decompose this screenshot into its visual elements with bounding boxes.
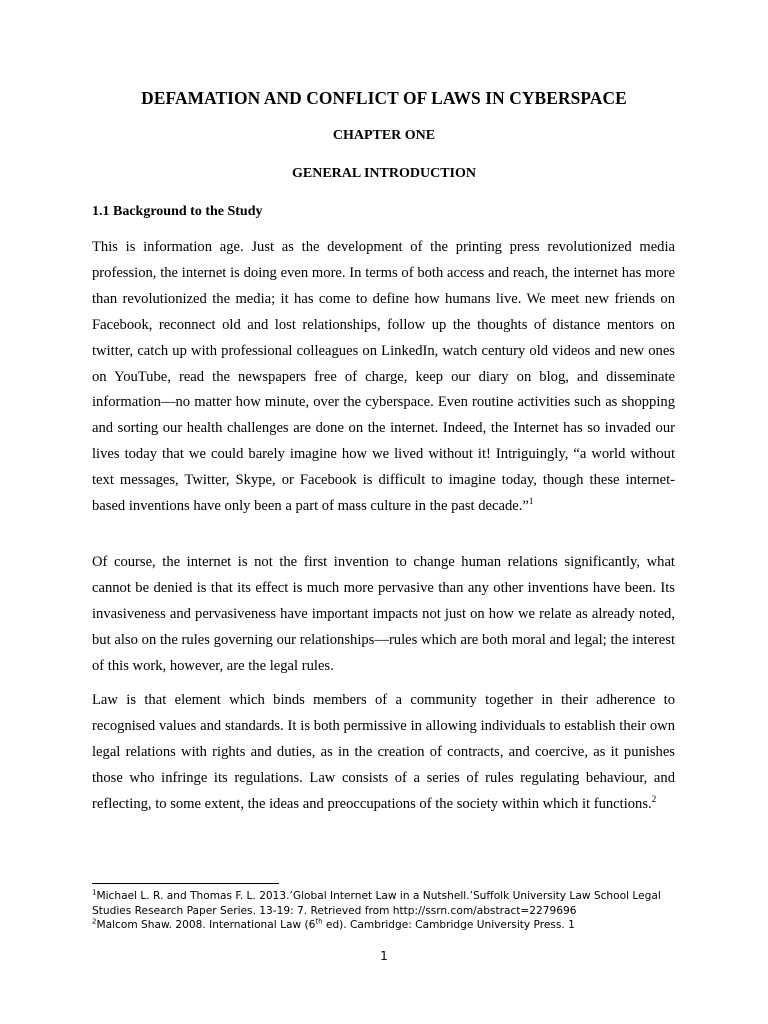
footnote-number: 2	[92, 917, 97, 926]
paragraph-text: Of course, the internet is not the first invention to change human relations significantly, what cannot be denied is that its effect is much more pervasive than any other inventions have been. Its invasiveness and pervasiveness have important impacts not just on how we relate as already noted, but also on the rules governing our relationships—rules which are both moral and legal; the interest of this work, however, are the legal rules.	[92, 554, 675, 674]
footnote-2	[92, 918, 682, 933]
footnote-number: 1	[92, 888, 97, 897]
footnote-separator	[92, 883, 279, 884]
footnote-1	[92, 889, 682, 918]
ordinal-superscript: th	[315, 917, 323, 926]
body-paragraph-2	[92, 550, 675, 680]
footnote-text: Michael L. R. and Thomas F. L. 2013.’Global Internet Law in a Nutshell.’Suffolk University Law School Legal Studies Research Paper Series. 13-19: 7. Retrieved from http://ssrn.com/abstract=2279696	[92, 890, 661, 917]
page-number: 1	[380, 949, 388, 963]
footnote-text-continued: ed). Cambridge: Cambridge University Press. 1	[322, 919, 575, 931]
footnotes-section	[92, 889, 682, 933]
chapter-label: CHAPTER ONE	[332, 128, 436, 143]
footnote-reference[interactable]: 1	[528, 496, 534, 507]
section-heading: 1.1 Background to the Study	[92, 204, 263, 219]
body-paragraph-1	[92, 235, 675, 520]
footnote-reference[interactable]: 2	[651, 793, 657, 804]
document-title: DEFAMATION AND CONFLICT OF LAWS IN CYBERSPACE	[141, 88, 627, 108]
paragraph-text: This is information age. Just as the development of the printing press revolutionized media profession, the internet is doing even more. In terms of both access and reach, the internet has more than revolutionized the media; it has come to define how humans live. We meet new friends on Facebook, reconnect old and lost relationships, follow up the thoughts of distance mentors on twitter, catch up with professional colleagues on LinkedIn, watch century old videos and new ones on YouTube, read the newspapers free of charge, keep our diary on blog, and disseminate information—no matter how minute, over the cyberspace. Even routine activities such as shopping and sorting our health challenges are done on the internet. Indeed, the Internet has so invaded our lives today that we could barely imagine how we lived without it! Intriguingly, “a world without text messages, Twitter, Skype, or Facebook is difficult to imagine today, though these internet-based inventions have only been a part of mass culture in the past decade.”	[92, 239, 675, 515]
chapter-title: GENERAL INTRODUCTION	[292, 166, 476, 181]
paragraph-text: Law is that element which binds members of a community together in their adherence to recognised values and standards. It is both permissive in allowing individuals to establish their own legal relations with rights and duties, as in the creation of contracts, and coercive, as it punishes those who infringe its regulations. Law consists of a series of rules regulating behaviour, and reflecting, to some extent, the ideas and preoccupations of the society within which it functions.	[92, 692, 675, 812]
body-paragraph-3	[92, 688, 675, 818]
footnote-text: Malcom Shaw. 2008. International Law (6	[96, 919, 316, 931]
